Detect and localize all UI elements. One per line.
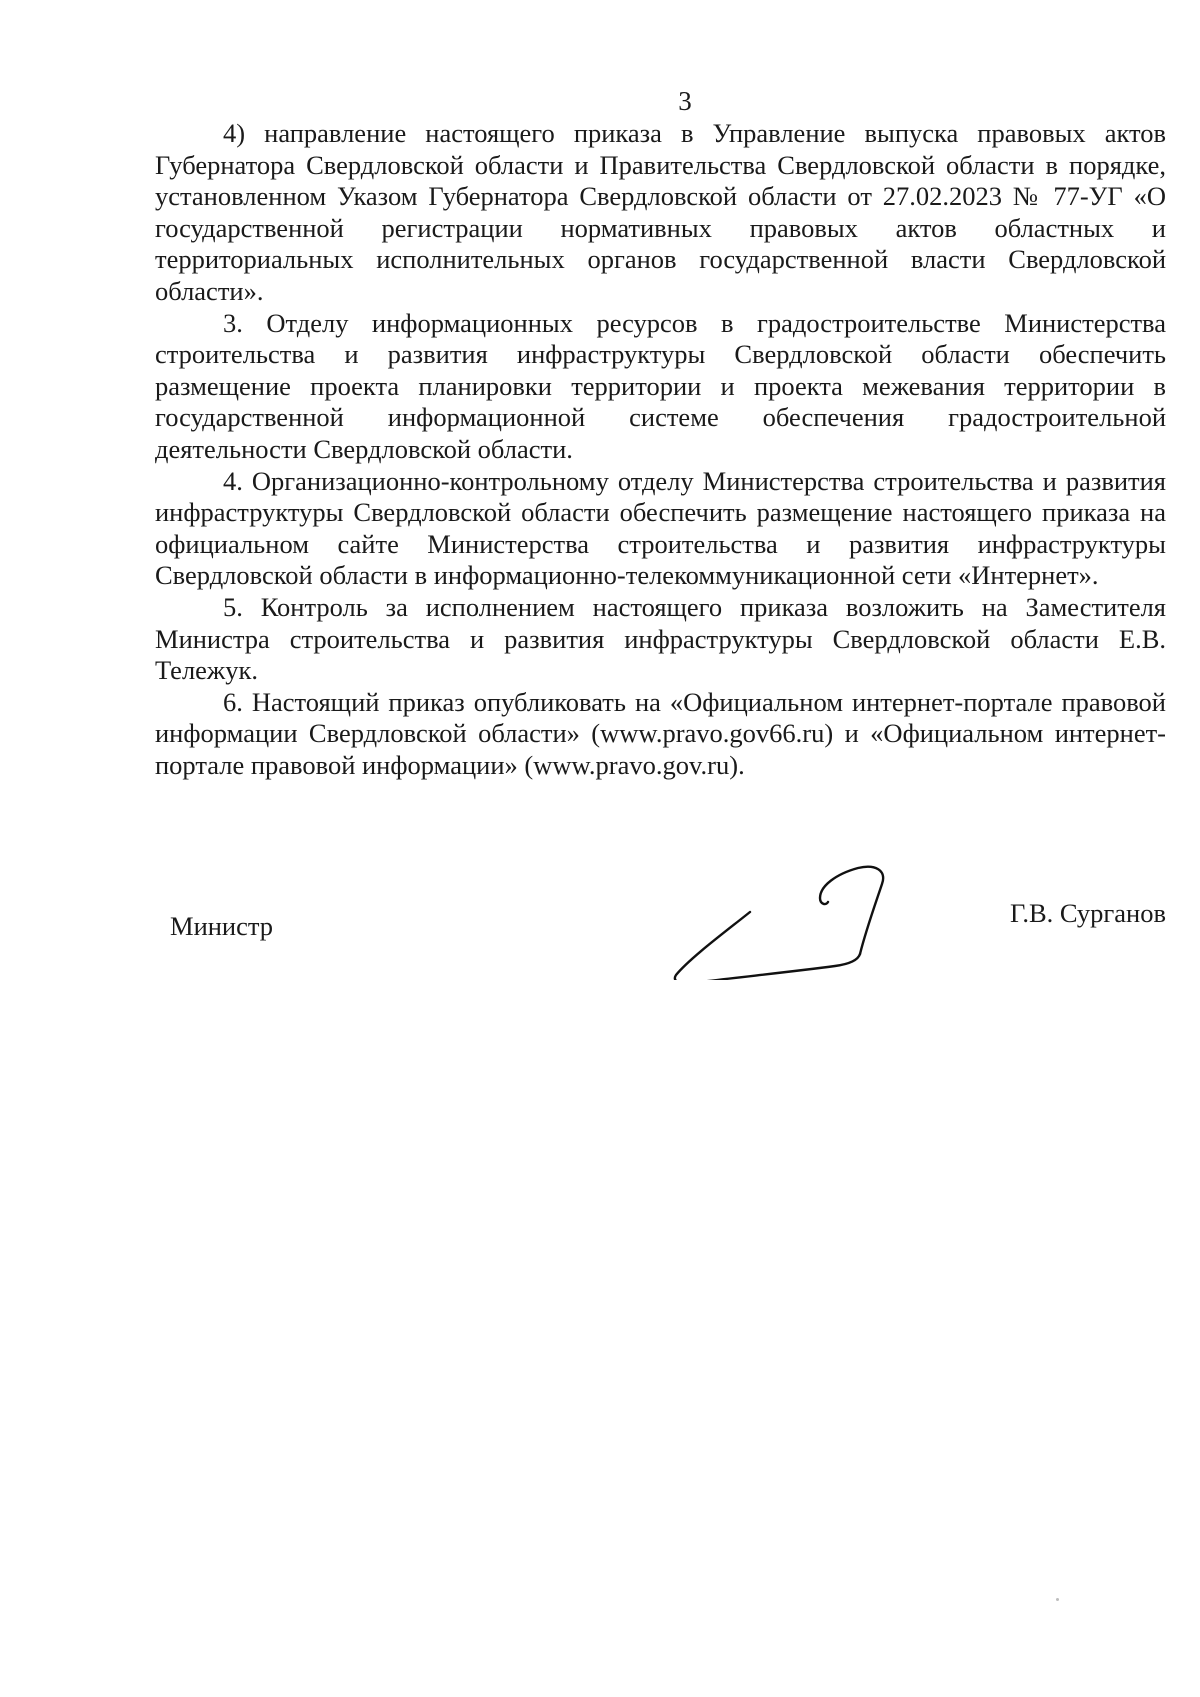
page-number: 3 xyxy=(678,86,692,116)
signatory-title: Министр xyxy=(170,911,274,941)
scan-speck xyxy=(1056,1598,1059,1601)
document-body xyxy=(155,118,1166,781)
paragraph-item-4: 4) направление настоящего приказа в Управление выпуска правовых актов Губернатора Свердловской области и Правительства Свердловской области в порядке, установленном Указом Губернатора Свердловской области от 27.02.2023 № 77-УГ «О государственной регистрации нормативных правовых актов областных и территориальных исполнительных органов государственной власти Свердловской области». xyxy=(155,118,1166,306)
paragraph-clause-4: 4. Организационно-контрольному отделу Министерства строительства и развития инфраструктуры Свердловской области обеспечить размещение настоящего приказа на официальном сайте Министерства строительства и развития инфраструктуры Свердловской области в информационно-телекоммуникационной сети «Интернет». xyxy=(155,465,1166,591)
paragraph-clause-3: 3. Отделу информационных ресурсов в градостроительстве Министерства строительства и развития инфраструктуры Свердловской области обеспечить размещение проекта планировки территории и проекта межевания территории в государственной информационной системе обеспечения градостроительной деятельности Свердловской области. xyxy=(155,307,1166,464)
handwritten-signature xyxy=(670,860,910,980)
signature-block xyxy=(0,860,1200,990)
paragraph-clause-5: 5. Контроль за исполнением настоящего приказа возложить на Заместителя Министра строительства и развития инфраструктуры Свердловской области Е.В. Тележук. xyxy=(155,591,1166,686)
paragraph-clause-6: 6. Настоящий приказ опубликовать на «Официальном интернет-портале правовой информации Свердловской области» (www.pravo.gov66.ru) и «Официальном интернет-портале правовой информации» (www.pravo.gov.ru). xyxy=(155,686,1166,780)
signatory-name: Г.В. Сурганов xyxy=(1010,898,1166,928)
